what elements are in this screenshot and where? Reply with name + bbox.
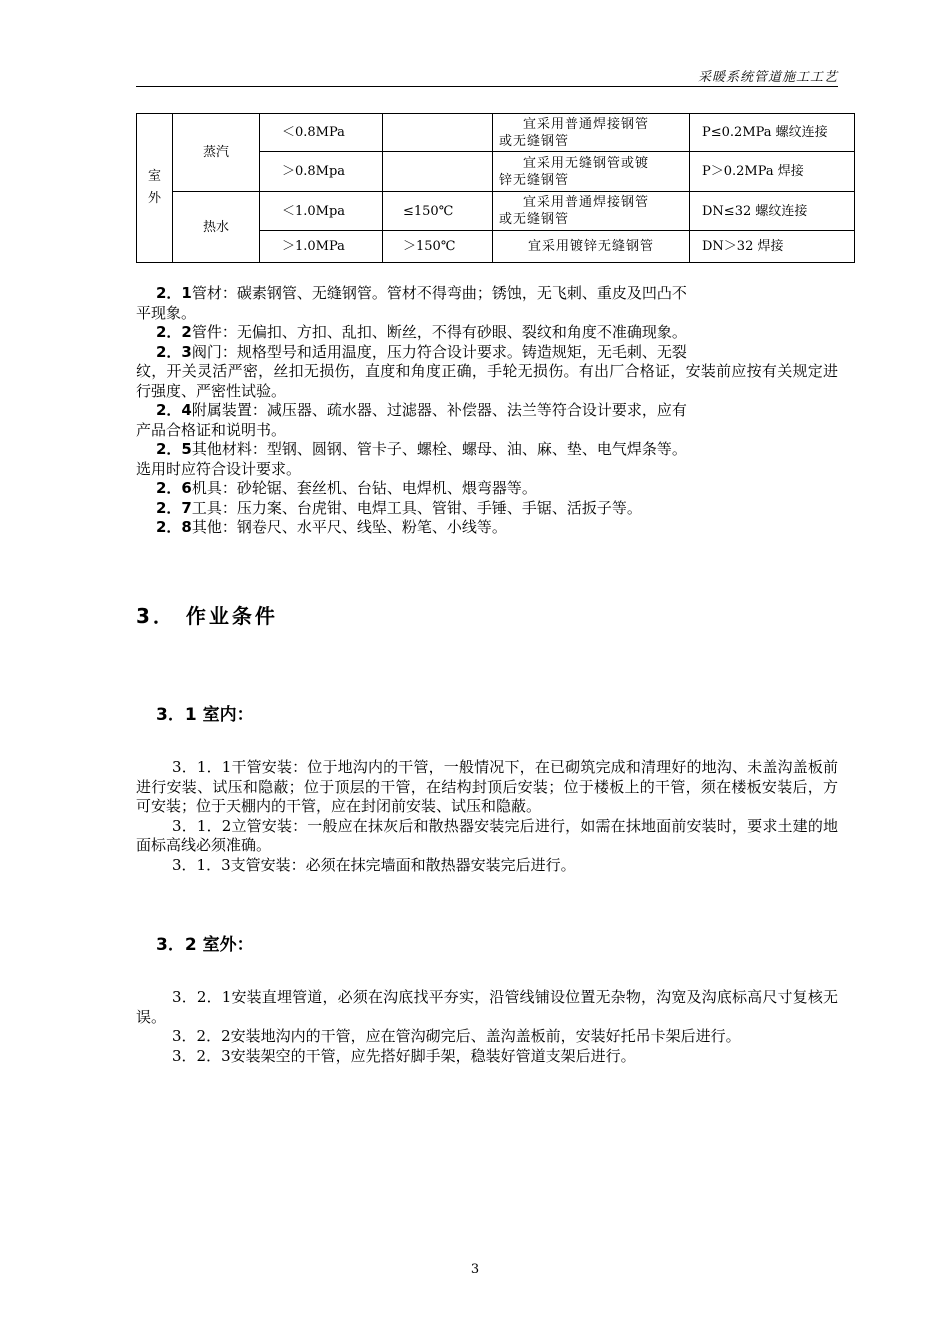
outdoor-paragraphs [136, 988, 838, 1066]
list-item: 2．4附属装置：减压器、疏水器、过滤器、补偿器、法兰等符合设计要求，应有 产品合格证和说明书。 [136, 401, 687, 439]
paragraph: 3．2．2安装地沟内的干管，应在管沟砌完后、盖沟盖板前，安装好托吊卡架后进行。 [172, 1027, 741, 1045]
table-row [137, 114, 855, 152]
medium-cell-steam: 蒸汽 [173, 114, 260, 192]
connection-cell: P＞0.2MPa 焊接 [690, 152, 855, 192]
paragraph: 3．1．3支管安装：必须在抹完墙面和散热器安装完后进行。 [172, 855, 576, 874]
section-title: 3． 作业条件 [136, 604, 278, 628]
pipe-spec-table [136, 113, 855, 263]
pressure-cell: ＞1.0MPa [260, 231, 383, 263]
list-item: 2．6机具：砂轮锯、套丝机、台钻、电焊机、煨弯器等。 [156, 479, 537, 497]
location-cell: 室外 [137, 114, 173, 263]
subsection-title-outdoor: 3．2 室外： [156, 935, 254, 955]
temperature-cell [383, 152, 493, 192]
indoor-paragraphs [136, 758, 838, 875]
pressure-cell: ＜1.0Mpa [260, 192, 383, 231]
list-item: 2．3阀门：规格型号和适用温度，压力符合设计要求。铸造规矩，无毛刺、无裂 纹，开关灵活严密，丝扣无损伤，直度和角度正确，手轮无损伤。有出厂合格证，安装前应按有关规定进行强度、严密性试验。 [136, 342, 838, 400]
list-item: 2．1管材：碳素钢管、无缝钢管。管材不得弯曲；锈蚀，无飞刺、重皮及凹凸不 平现象。 [136, 284, 687, 322]
temperature-cell: ≤150℃ [383, 192, 493, 231]
list-item: 2．8其他：钢卷尺、水平尺、线坠、粉笔、小线等。 [156, 518, 507, 536]
header-rule [136, 86, 838, 87]
connection-cell: P≤0.2MPa 螺纹连接 [690, 114, 855, 152]
pipe-cell: 宜采用镀锌无缝钢管 [493, 231, 690, 263]
list-item: 2．7工具：压力案、台虎钳、电焊工具、管钳、手锤、手锯、活扳子等。 [156, 498, 642, 517]
materials-list [136, 284, 838, 538]
pipe-cell: 宜采用普通焊接钢管 或无缝钢管 [493, 192, 690, 231]
pipe-cell: 宜采用普通焊接钢管 或无缝钢管 [493, 114, 690, 152]
pressure-cell: ＞0.8Mpa [260, 152, 383, 192]
table-row [137, 192, 855, 231]
subsection-title-indoor: 3．1 室内： [156, 705, 254, 725]
connection-cell: DN＞32 焊接 [690, 231, 855, 263]
header-title: 采暖系统管道施工工艺 [697, 70, 838, 85]
paragraph: 3．2．1安装直埋管道，必须在沟底找平夯实，沿管线铺设位置无杂物，沟宽及沟底标高尺寸复核无误。 [136, 988, 838, 1026]
temperature-cell: ＞150℃ [383, 231, 493, 263]
connection-cell: DN≤32 螺纹连接 [690, 192, 855, 231]
medium-cell-hot-water: 热水 [173, 192, 260, 263]
pressure-cell: ＜0.8MPa [260, 114, 383, 152]
paragraph: 3．1．2立管安装：一般应在抹灰后和散热器安装完后进行，如需在抹地面前安装时，要求土建的地面标高线必须准确。 [136, 816, 838, 854]
page-number: 3 [470, 1262, 480, 1277]
paragraph: 3．1．1干管安装：位于地沟内的干管，一般情况下，在已砌筑完成和清理好的地沟、未盖沟盖板前进行安装、试压和隐蔽；位于顶层的干管，在结构封顶后安装；位于楼板上的干管，须在楼板安装后，方可安装；位于天棚内的干管，应在封闭前安装、试压和隐蔽。 [136, 758, 838, 815]
paragraph: 3．2．3安装架空的干管，应先搭好脚手架，稳装好管道支架后进行。 [172, 1046, 636, 1065]
pipe-cell: 宜采用无缝钢管或镀 锌无缝钢管 [493, 152, 690, 192]
list-item: 2．5其他材料：型钢、圆钢、管卡子、螺栓、螺母、油、麻、垫、电气焊条等。 选用时应符合设计要求。 [136, 440, 687, 478]
temperature-cell [383, 114, 493, 152]
list-item: 2．2管件：无偏扣、方扣、乱扣、断丝，不得有砂眼、裂纹和角度不准确现象。 [156, 323, 687, 341]
